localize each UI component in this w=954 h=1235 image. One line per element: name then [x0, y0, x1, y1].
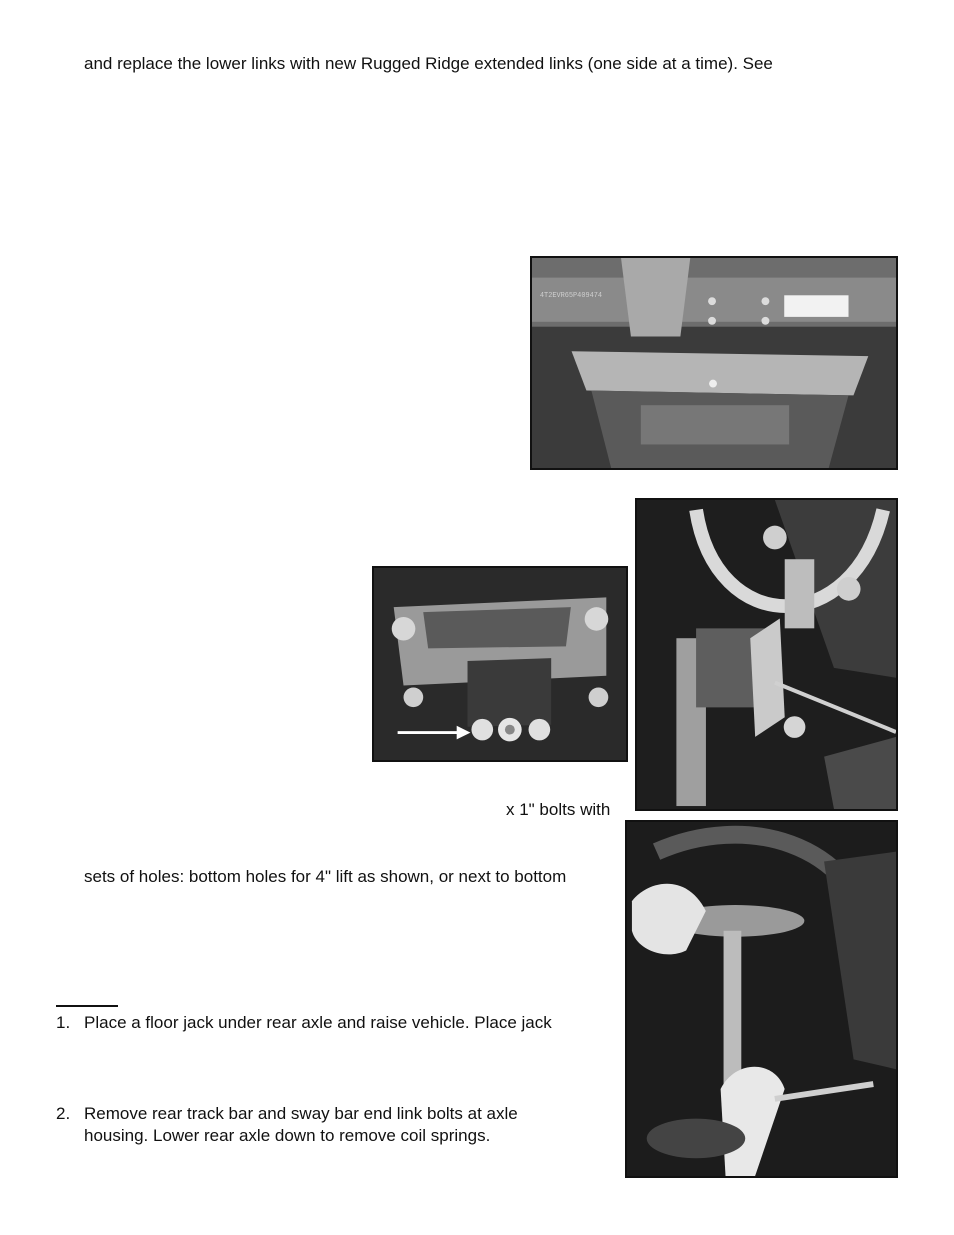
step-1-text: Place a floor jack under rear axle and raise vehicle. Place jack [84, 1013, 552, 1032]
step-1-number: 1. [56, 1013, 71, 1032]
photo-spring-mount [635, 498, 898, 811]
section-heading-underline [56, 1005, 118, 1007]
step-2-text: Remove rear track bar and sway bar end link bolts at axle [84, 1104, 518, 1123]
photo-spring-mount-image [637, 500, 896, 809]
photo-bracket-image [374, 568, 626, 760]
paragraph-line-top: and replace the lower links with new Rugged Ridge extended links (one side at a time). See [84, 54, 773, 73]
step-2-number: 2. [56, 1104, 71, 1123]
photo-floor-jack-image [627, 822, 896, 1176]
photo-floor-jack [625, 820, 898, 1178]
step-1 [56, 1012, 552, 1033]
paragraph-bolts-fragment: x 1" bolts with [506, 800, 611, 819]
step-2 [56, 1103, 518, 1124]
photo-crossmember-image [532, 258, 896, 468]
photo-crossmember [530, 256, 898, 470]
paragraph-holes-line: sets of holes: bottom holes for 4" lift as shown, or next to bottom [84, 867, 567, 886]
step-2-continuation: housing. Lower rear axle down to remove coil springs. [84, 1126, 491, 1145]
photo-bracket [372, 566, 628, 762]
photo-stamp: 4T2EVR65P409474 [539, 292, 603, 301]
